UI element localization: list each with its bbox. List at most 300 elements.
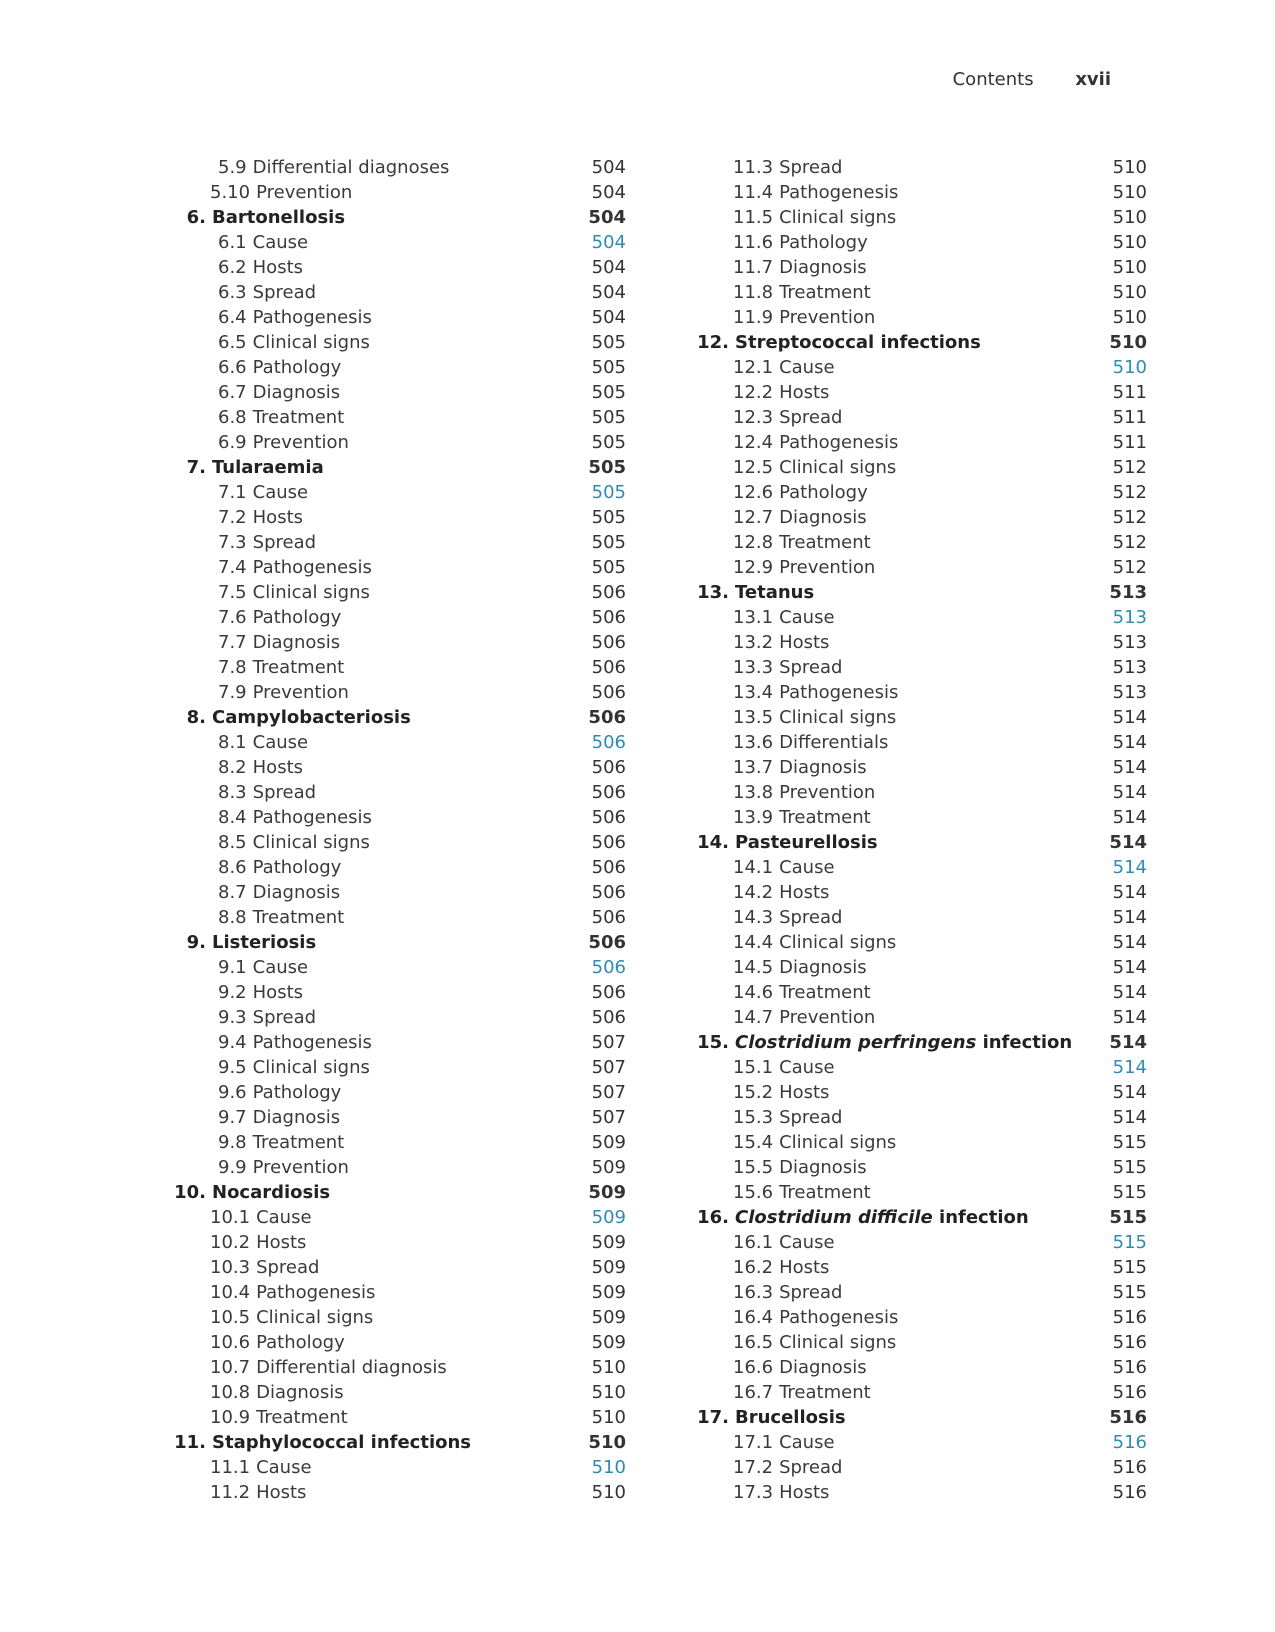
toc-section-entry[interactable] — [697, 530, 1147, 555]
entry-number: 13.7 — [733, 757, 774, 778]
toc-section-entry[interactable] — [697, 455, 1147, 480]
toc-section-entry[interactable] — [697, 730, 1147, 755]
toc-chapter-entry[interactable] — [697, 580, 1147, 605]
toc-entry-label — [697, 1030, 1072, 1055]
page-link[interactable]: 514 — [1112, 1057, 1147, 1078]
page-ref: 506 — [591, 857, 626, 878]
page-ref: 514 — [1109, 832, 1147, 853]
entry-title — [779, 1307, 898, 1328]
toc-entry-label — [210, 1230, 306, 1255]
entry-title-text: Pathology — [252, 857, 342, 878]
toc-entry-label — [733, 755, 867, 780]
entry-title-text: Cause — [252, 732, 309, 753]
toc-section-entry[interactable] — [697, 880, 1147, 905]
page-link[interactable]: 506 — [591, 957, 626, 978]
page-ref: 509 — [591, 1232, 626, 1253]
toc-section-entry[interactable] — [697, 1330, 1147, 1355]
toc-section-entry[interactable] — [174, 180, 626, 205]
toc-section-entry[interactable] — [174, 1355, 626, 1380]
page-ref: 516 — [1112, 1307, 1147, 1328]
toc-section-entry[interactable] — [697, 780, 1147, 805]
toc-entry-label — [733, 905, 842, 930]
entry-title-text: Spread — [779, 407, 843, 428]
toc-section-entry[interactable] — [174, 755, 626, 780]
toc-section-entry[interactable] — [697, 505, 1147, 530]
entry-number: 15.4 — [733, 1132, 774, 1153]
entry-title-text: Pathology — [252, 1082, 342, 1103]
entry-title-text: Diagnosis — [779, 957, 867, 978]
entry-title — [779, 382, 829, 403]
toc-chapter-entry[interactable] — [174, 930, 626, 955]
entry-title — [253, 1007, 316, 1028]
entry-title-text: Diagnosis — [252, 1107, 341, 1128]
toc-section-entry[interactable] — [174, 630, 626, 655]
entry-title — [256, 1332, 345, 1353]
running-head-label: Contents — [952, 69, 1034, 90]
toc-section-entry[interactable] — [697, 655, 1147, 680]
page-ref: 514 — [1112, 907, 1147, 928]
entry-title — [253, 382, 341, 403]
entry-title — [735, 1207, 1029, 1228]
toc-entry-label — [218, 555, 372, 580]
toc-entry-label — [218, 505, 303, 530]
entry-title — [779, 682, 898, 703]
toc-section-entry[interactable] — [174, 280, 626, 305]
page-ref: 507 — [591, 1032, 626, 1053]
toc-section-entry[interactable] — [174, 905, 626, 930]
entry-number: 12.6 — [733, 482, 774, 503]
entry-title-text: Treatment — [779, 807, 871, 828]
entry-number: 9.4 — [218, 1032, 247, 1053]
entry-number: 10.6 — [210, 1332, 251, 1353]
toc-section-entry[interactable] — [697, 980, 1147, 1005]
entry-title — [779, 407, 842, 428]
page-link[interactable]: 513 — [1112, 607, 1147, 628]
page-ref: 514 — [1112, 782, 1147, 803]
page-ref: 514 — [1112, 807, 1147, 828]
page-ref: 510 — [591, 1407, 626, 1428]
page-link[interactable]: 516 — [1112, 1432, 1147, 1453]
toc-entry-label — [218, 955, 308, 980]
entry-title-text: infection — [932, 1207, 1029, 1228]
toc-entry-label — [218, 655, 344, 680]
entry-title — [253, 832, 370, 853]
entry-number: 10.8 — [210, 1382, 251, 1403]
entry-title — [253, 432, 349, 453]
page-link[interactable]: 505 — [591, 482, 626, 503]
page-ref: 515 — [1112, 1132, 1147, 1153]
page-ref: 504 — [591, 307, 626, 328]
toc-section-entry[interactable] — [697, 205, 1147, 230]
toc-entry-label — [733, 1380, 871, 1405]
toc-section-entry[interactable] — [697, 1380, 1147, 1405]
toc-section-entry[interactable] — [174, 1205, 626, 1230]
toc-chapter-entry[interactable] — [697, 1205, 1147, 1230]
toc-entry-label — [218, 405, 344, 430]
toc-section-entry[interactable] — [697, 1255, 1147, 1280]
page-ref: 510 — [1112, 182, 1147, 203]
toc-entry-label — [733, 230, 868, 255]
toc-section-entry[interactable] — [174, 730, 626, 755]
toc-section-entry[interactable] — [697, 1480, 1147, 1505]
toc-section-entry[interactable] — [174, 1155, 626, 1180]
toc-entry-label — [697, 1405, 846, 1430]
entry-number: 13.4 — [733, 682, 774, 703]
toc-entry-label — [218, 355, 341, 380]
toc-section-entry[interactable] — [174, 1380, 626, 1405]
toc-section-entry[interactable] — [697, 555, 1147, 580]
entry-title — [779, 1057, 834, 1078]
toc-section-entry[interactable] — [174, 1280, 626, 1305]
page-ref: 516 — [1112, 1332, 1147, 1353]
entry-title-text: Cause — [252, 482, 309, 503]
toc-section-entry[interactable] — [174, 1030, 626, 1055]
entry-title — [779, 707, 896, 728]
entry-number: 15.5 — [733, 1157, 774, 1178]
toc-chapter-entry[interactable] — [697, 1030, 1147, 1055]
page-link[interactable]: 504 — [591, 232, 626, 253]
entry-number: 6.1 — [218, 232, 247, 253]
toc-section-entry[interactable] — [174, 1330, 626, 1355]
toc-section-entry[interactable] — [697, 430, 1147, 455]
toc-right-column — [697, 155, 1147, 1505]
entry-number: 11.5 — [733, 207, 774, 228]
entry-title-text: Prevention — [252, 432, 349, 453]
toc-section-entry[interactable] — [174, 1480, 626, 1505]
page-ref: 504 — [591, 282, 626, 303]
entry-title — [735, 582, 814, 603]
entry-title-text: Hosts — [256, 1232, 307, 1253]
entry-title-text: Prevention — [779, 307, 876, 328]
toc-section-entry[interactable] — [174, 505, 626, 530]
entry-number: 6.4 — [218, 307, 247, 328]
entry-title — [253, 857, 342, 878]
toc-entry-label — [210, 1330, 345, 1355]
entry-title — [212, 707, 411, 728]
page-ref: 510 — [1112, 157, 1147, 178]
entry-title — [253, 1032, 372, 1053]
page-link[interactable]: 510 — [591, 1457, 626, 1478]
toc-section-entry[interactable] — [697, 230, 1147, 255]
toc-chapter-entry[interactable] — [697, 330, 1147, 355]
page-ref: 514 — [1112, 1007, 1147, 1028]
toc-entry-label — [218, 805, 372, 830]
toc-section-entry[interactable] — [174, 430, 626, 455]
entry-number: 12.8 — [733, 532, 774, 553]
entry-title-text: Tetanus — [735, 582, 815, 603]
page-ref: 511 — [1112, 382, 1147, 403]
entry-title — [253, 532, 316, 553]
page-ref: 504 — [591, 157, 626, 178]
toc-section-entry[interactable] — [174, 680, 626, 705]
toc-section-entry[interactable] — [697, 855, 1147, 880]
toc-section-entry[interactable] — [174, 1230, 626, 1255]
entry-title — [253, 907, 345, 928]
toc-section-entry[interactable] — [174, 780, 626, 805]
toc-section-entry[interactable] — [174, 805, 626, 830]
toc-entry-label — [697, 1205, 1029, 1230]
toc-section-entry[interactable] — [174, 855, 626, 880]
entry-number: 14.7 — [733, 1007, 774, 1028]
entry-title-text: Diagnosis — [779, 1357, 867, 1378]
entry-title-text: Clinical signs — [252, 332, 370, 353]
toc-section-entry[interactable] — [174, 1105, 626, 1130]
page-ref: 505 — [591, 432, 626, 453]
page-ref: 511 — [1112, 407, 1147, 428]
entry-title — [253, 732, 308, 753]
toc-section-entry[interactable] — [697, 605, 1147, 630]
entry-title — [779, 1082, 829, 1103]
toc-entry-label — [174, 1430, 471, 1455]
toc-section-entry[interactable] — [174, 1055, 626, 1080]
toc-section-entry[interactable] — [174, 1080, 626, 1105]
toc-section-entry[interactable] — [697, 705, 1147, 730]
toc-entry-label — [218, 480, 308, 505]
toc-entry-label — [210, 1405, 348, 1430]
toc-chapter-entry[interactable] — [174, 705, 626, 730]
toc-section-entry[interactable] — [697, 1355, 1147, 1380]
page-ref: 514 — [1112, 757, 1147, 778]
entry-title — [256, 1207, 311, 1228]
entry-title — [253, 957, 308, 978]
toc-section-entry[interactable] — [697, 280, 1147, 305]
toc-chapter-entry[interactable] — [174, 205, 626, 230]
entry-title-text: Pathology — [779, 482, 868, 503]
toc-section-entry[interactable] — [174, 1455, 626, 1480]
toc-section-entry[interactable] — [174, 655, 626, 680]
toc-section-entry[interactable] — [174, 255, 626, 280]
toc-section-entry[interactable] — [174, 880, 626, 905]
toc-section-entry[interactable] — [697, 930, 1147, 955]
entry-number: 10.3 — [210, 1257, 251, 1278]
toc-chapter-entry[interactable] — [174, 455, 626, 480]
entry-number: 12.9 — [733, 557, 774, 578]
toc-chapter-entry[interactable] — [697, 830, 1147, 855]
toc-section-entry[interactable] — [174, 405, 626, 430]
entry-number: 6.5 — [218, 332, 247, 353]
entry-number: 14.4 — [733, 932, 774, 953]
toc-entry-label — [733, 405, 842, 430]
entry-number: 8. — [186, 707, 206, 728]
entry-title — [253, 632, 341, 653]
toc-section-entry[interactable] — [697, 955, 1147, 980]
entry-number: 7.9 — [218, 682, 247, 703]
entry-title-text: Hosts — [779, 632, 830, 653]
page-ref: 512 — [1112, 457, 1147, 478]
toc-section-entry[interactable] — [697, 155, 1147, 180]
toc-section-entry[interactable] — [697, 755, 1147, 780]
entry-number: 7.3 — [218, 532, 247, 553]
entry-title-text: Treatment — [256, 1407, 348, 1428]
entry-title-text: Diagnosis — [779, 1157, 867, 1178]
entry-title-text: Treatment — [779, 1382, 871, 1403]
toc-chapter-entry[interactable] — [174, 1430, 626, 1455]
toc-chapter-entry[interactable] — [174, 1180, 626, 1205]
entry-title-text: Diagnosis — [779, 507, 867, 528]
entry-title-text: Streptococcal infections — [735, 332, 981, 353]
toc-section-entry[interactable] — [697, 355, 1147, 380]
toc-entry-label — [733, 1055, 835, 1080]
page-ref: 515 — [1112, 1257, 1147, 1278]
entry-number: 11.1 — [210, 1457, 251, 1478]
entry-title — [779, 182, 898, 203]
page-ref: 507 — [591, 1057, 626, 1078]
toc-section-entry[interactable] — [697, 480, 1147, 505]
toc-section-entry[interactable] — [697, 680, 1147, 705]
entry-title — [253, 407, 345, 428]
toc-chapter-entry[interactable] — [697, 1405, 1147, 1430]
toc-entry-label — [733, 355, 835, 380]
page-ref: 516 — [1109, 1407, 1147, 1428]
page-ref: 505 — [591, 557, 626, 578]
toc-section-entry[interactable] — [174, 830, 626, 855]
toc-section-entry[interactable] — [697, 1180, 1147, 1205]
entry-title-text: Cause — [779, 357, 835, 378]
toc-section-entry[interactable] — [697, 380, 1147, 405]
page-ref: 514 — [1112, 732, 1147, 753]
toc-section-entry[interactable] — [174, 1005, 626, 1030]
toc-entry-label — [218, 1005, 316, 1030]
entry-title — [256, 1257, 319, 1278]
entry-number: 9.5 — [218, 1057, 247, 1078]
page-link[interactable]: 514 — [1112, 857, 1147, 878]
toc-section-entry[interactable] — [174, 955, 626, 980]
toc-section-entry[interactable] — [174, 480, 626, 505]
entry-title-text: Clinical signs — [779, 932, 897, 953]
toc-section-entry[interactable] — [174, 305, 626, 330]
entry-number: 13. — [697, 582, 729, 603]
toc-section-entry[interactable] — [174, 155, 626, 180]
page-link[interactable]: 506 — [591, 732, 626, 753]
entry-title-text: Bartonellosis — [212, 207, 346, 228]
toc-entry-label — [218, 855, 341, 880]
entry-number: 13.9 — [733, 807, 774, 828]
page-link[interactable]: 509 — [591, 1207, 626, 1228]
page-ref: 511 — [1112, 432, 1147, 453]
page-ref: 514 — [1112, 932, 1147, 953]
toc-section-entry[interactable] — [697, 305, 1147, 330]
entry-number: 11.7 — [733, 257, 774, 278]
toc-section-entry[interactable] — [174, 330, 626, 355]
toc-entry-label — [733, 880, 829, 905]
entry-number: 14.5 — [733, 957, 774, 978]
entry-title — [253, 1157, 349, 1178]
entry-number: 15.2 — [733, 1082, 774, 1103]
toc-section-entry[interactable] — [697, 1130, 1147, 1155]
toc-section-entry[interactable] — [697, 1280, 1147, 1305]
toc-section-entry[interactable] — [174, 380, 626, 405]
entry-title-text: Cause — [779, 607, 835, 628]
entry-title-text: Tularaemia — [212, 457, 324, 478]
entry-title-text: Spread — [252, 282, 317, 303]
toc-entry-label — [733, 430, 898, 455]
toc-section-entry[interactable] — [174, 605, 626, 630]
page-link[interactable]: 510 — [1112, 357, 1147, 378]
entry-title — [256, 182, 352, 203]
toc-section-entry[interactable] — [697, 180, 1147, 205]
toc-section-entry[interactable] — [174, 580, 626, 605]
toc-section-entry[interactable] — [174, 1130, 626, 1155]
toc-section-entry[interactable] — [174, 355, 626, 380]
entry-title — [779, 1332, 896, 1353]
entry-title — [253, 282, 316, 303]
entry-title-text: Pathogenesis — [256, 1282, 376, 1303]
entry-title — [779, 207, 896, 228]
toc-section-entry[interactable] — [174, 1305, 626, 1330]
toc-section-entry[interactable] — [697, 1455, 1147, 1480]
toc-entry-label — [218, 605, 341, 630]
entry-title — [253, 757, 303, 778]
toc-entry-label — [174, 705, 411, 730]
toc-entry-label — [733, 1480, 829, 1505]
page-ref: 506 — [591, 907, 626, 928]
entry-title — [253, 982, 303, 1003]
entry-number: 5.10 — [210, 182, 251, 203]
entry-title-text: Hosts — [252, 507, 304, 528]
entry-title — [253, 607, 342, 628]
page-ref: 509 — [588, 1182, 626, 1203]
page-ref: 505 — [591, 332, 626, 353]
entry-title — [779, 757, 867, 778]
entry-title — [253, 232, 308, 253]
toc-section-entry[interactable] — [697, 1430, 1147, 1455]
toc-section-entry[interactable] — [697, 255, 1147, 280]
entry-title-text: Diagnosis — [252, 632, 341, 653]
entry-number: 11.6 — [733, 232, 774, 253]
page-ref: 510 — [1112, 207, 1147, 228]
toc-section-entry[interactable] — [174, 530, 626, 555]
toc-section-entry[interactable] — [174, 1405, 626, 1430]
entry-title — [779, 982, 871, 1003]
toc-section-entry[interactable] — [697, 1055, 1147, 1080]
page-ref: 512 — [1112, 557, 1147, 578]
entry-number: 8.7 — [218, 882, 247, 903]
toc-section-entry[interactable] — [697, 1005, 1147, 1030]
toc-section-entry[interactable] — [697, 1080, 1147, 1105]
toc-section-entry[interactable] — [174, 1255, 626, 1280]
page-ref: 506 — [591, 632, 626, 653]
toc-section-entry[interactable] — [697, 1230, 1147, 1255]
toc-section-entry[interactable] — [697, 805, 1147, 830]
toc-entry-label — [733, 180, 898, 205]
toc-section-entry[interactable] — [174, 230, 626, 255]
entry-number: 9. — [186, 932, 206, 953]
entry-title-text: Pathogenesis — [252, 807, 372, 828]
toc-entry-label — [733, 730, 888, 755]
page-ref: 505 — [588, 457, 626, 478]
toc-entry-label — [210, 1305, 373, 1330]
page-ref: 514 — [1112, 1107, 1147, 1128]
page-ref: 515 — [1112, 1157, 1147, 1178]
toc-entry-label — [210, 1380, 344, 1405]
entry-title-text: Clinical signs — [779, 1132, 897, 1153]
toc-section-entry[interactable] — [697, 905, 1147, 930]
entry-number: 10.1 — [210, 1207, 251, 1228]
toc-section-entry[interactable] — [697, 1305, 1147, 1330]
toc-section-entry[interactable] — [174, 555, 626, 580]
toc-section-entry[interactable] — [697, 405, 1147, 430]
page-link[interactable]: 515 — [1112, 1232, 1147, 1253]
toc-section-entry[interactable] — [697, 1155, 1147, 1180]
toc-section-entry[interactable] — [174, 980, 626, 1005]
toc-section-entry[interactable] — [697, 1105, 1147, 1130]
toc-section-entry[interactable] — [697, 630, 1147, 655]
page-ref: 506 — [591, 582, 626, 603]
entry-title — [779, 232, 868, 253]
page-ref: 513 — [1112, 632, 1147, 653]
entry-number: 5.9 — [218, 157, 247, 178]
entry-title — [253, 1082, 342, 1103]
